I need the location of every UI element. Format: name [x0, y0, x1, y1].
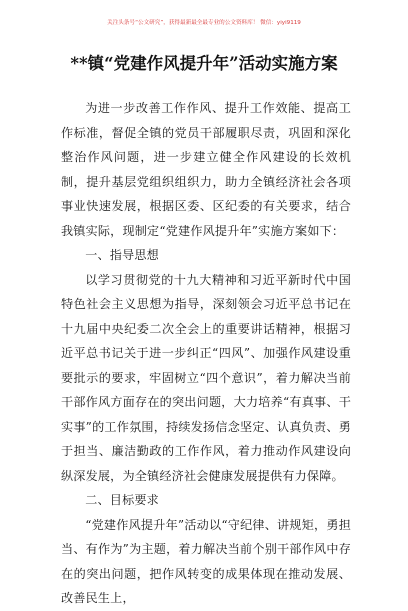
- intro-paragraph: 为进一步改善工作作风、提升工作效能、提高工作标准，督促全镇的党员干部履职尽责，巩固和深化整治作风问题，进一步建立健全作风建设的长效机制，提升基层党组织组织力，助力全镇经济社会各项事业快速发展，根据区委、区纪委的有关要求，结合我镇实际，现制定“党建作风提升年”实施方案如下：: [61, 101, 351, 238]
- header-watermark: 关注头条号“公文研究”，获得最新最全最专业的公文资料库！ 微信：yiyi9119: [107, 20, 301, 26]
- section-heading-goals: 二、目标要求: [85, 493, 159, 507]
- goals-paragraph: “党建作风提升年”活动以“守纪律、讲规矩，勇担当、有作为”为主题，着力解决当前个别干部作风中存在的突出问题，把作风转变的成果体现在推动发展、改善民生上，: [61, 517, 351, 605]
- guiding-ideology-paragraph: 以学习贯彻党的十九大精神和习近平新时代中国特色社会主义思想为指导，深刻领会习近平总书记在十九届中央纪委二次全会上的重要讲话精神，根据习近平总书记关于进一步纠正“四风”、加强作风建设重要批示的要求，牢固树立“四个意识”，着力解决当前干部作风方面存在的突出问题，大力培养“有真事、干实事”的工作氛围，持续发扬信念坚定、认真负责、勇于担当、廉洁勤政的工作作风，着力推动作风建设向纵深发展，为全镇经济社会健康发展提供有力保障。: [61, 272, 351, 483]
- section-heading-guiding-ideology: 一、指导思想: [85, 248, 159, 262]
- document-title: **镇“党建作风提升年”活动实施方案: [70, 54, 338, 73]
- document-body: [61, 96, 351, 611]
